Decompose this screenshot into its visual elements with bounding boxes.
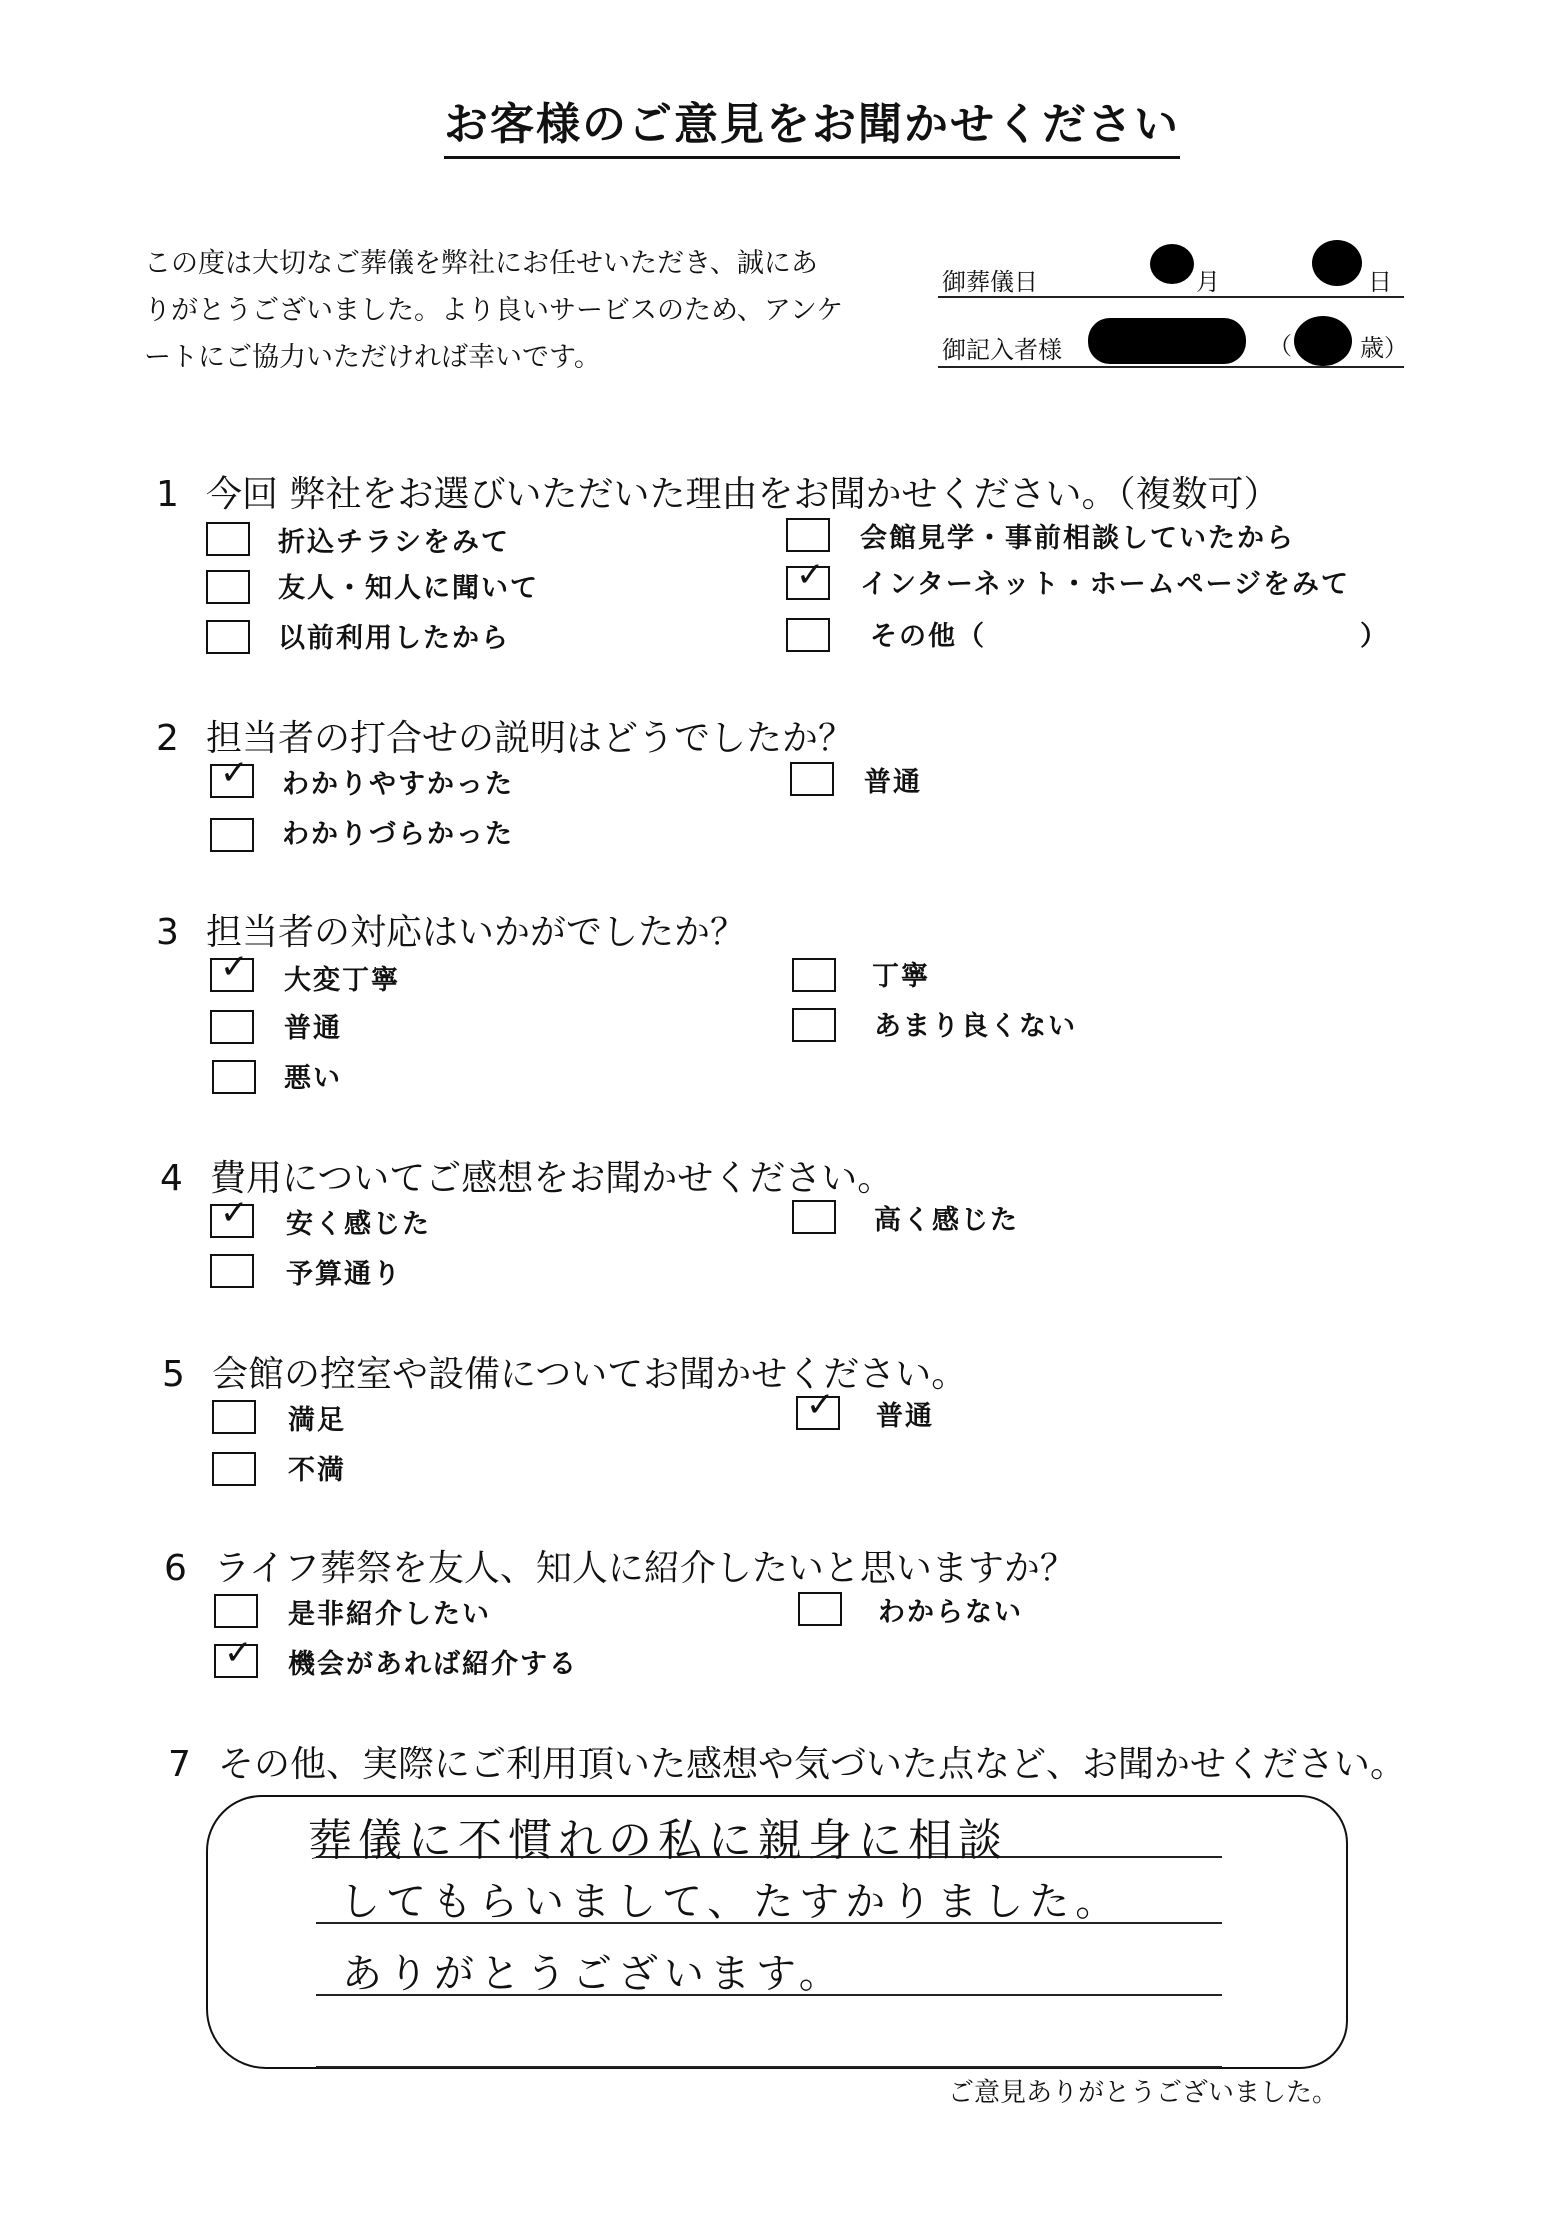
date-underline — [938, 296, 1404, 298]
checkbox-recommend-if-chance[interactable] — [214, 1633, 258, 1678]
option-label: 普通 — [864, 767, 922, 798]
option-label: 満足 — [288, 1405, 346, 1436]
writer-label: 御記入者様 — [942, 336, 1062, 364]
option-label: 折込チラシをみて — [278, 527, 510, 558]
other-close-paren: ） — [1360, 621, 1389, 652]
check-mark: ✓ — [220, 947, 249, 987]
checkbox-hard-to-understand[interactable] — [210, 818, 254, 852]
question-number: 2 — [156, 718, 179, 759]
question-2 — [156, 710, 854, 761]
option-label: 以前利用したから — [278, 623, 510, 654]
check-mark: ✓ — [224, 1633, 253, 1673]
day-label: 日 — [1368, 268, 1392, 296]
checkbox-dont-know[interactable] — [798, 1592, 842, 1626]
redaction-mark — [1150, 244, 1194, 284]
checkbox-other[interactable] — [786, 618, 830, 652]
question-4 — [160, 1150, 893, 1201]
question-text: 担当者の打合せの説明はどうでしたか？ — [206, 718, 855, 759]
option-label: 友人・知人に聞いて — [278, 573, 539, 604]
question-7 — [168, 1736, 1406, 1787]
checkbox-average[interactable] — [210, 1010, 254, 1044]
checkbox-hall-visit[interactable] — [786, 518, 830, 552]
check-mark: ✓ — [220, 1193, 249, 1233]
question-number: 5 — [162, 1354, 185, 1395]
redaction-mark — [1312, 240, 1362, 286]
checkbox-bad[interactable] — [212, 1060, 256, 1094]
redaction-mark — [1088, 318, 1246, 364]
question-text: 今回 弊社をお選びいただいた理由をお聞かせください。（複数可） — [206, 474, 1280, 515]
handwritten-line: してもらいまして、たすかりました。 — [340, 1879, 1122, 1925]
option-label: 高く感じた — [874, 1205, 1019, 1236]
question-number: 6 — [164, 1548, 187, 1589]
question-1 — [156, 466, 1279, 517]
option-label: 普通 — [876, 1401, 934, 1432]
writer-underline — [938, 366, 1404, 368]
handwritten-line: 葬儀に不慣れの私に親身に相談 — [308, 1815, 1008, 1866]
checkbox-felt-cheap[interactable] — [210, 1193, 254, 1238]
closing-text: ご意見ありがとうございました。 — [947, 2078, 1338, 2108]
question-text: 会館の控室や設備についてお聞かせください。 — [212, 1354, 968, 1395]
checkbox-used-before[interactable] — [206, 620, 250, 654]
question-5 — [162, 1346, 967, 1397]
option-label: わかりやすかった — [282, 769, 514, 800]
option-label: あまり良くない — [874, 1011, 1077, 1042]
option-label: 予算通り — [286, 1259, 402, 1290]
question-text: 担当者の対応はいかがでしたか？ — [206, 912, 747, 953]
checkbox-friend-referral[interactable] — [206, 570, 250, 604]
question-text: その他、実際にご利用頂いた感想や気づいた点など、お聞かせください。 — [218, 1744, 1407, 1785]
option-label: 丁寧 — [872, 961, 930, 992]
age-open-paren: （ — [1268, 332, 1292, 360]
checkbox-definitely-recommend[interactable] — [214, 1594, 258, 1628]
comment-rule — [316, 2066, 1222, 2068]
check-mark: ✓ — [220, 753, 249, 793]
checkbox-satisfied[interactable] — [212, 1400, 256, 1434]
checkbox-as-budgeted[interactable] — [210, 1254, 254, 1288]
option-label: 普通 — [284, 1013, 342, 1044]
checkbox-dissatisfied[interactable] — [212, 1452, 256, 1486]
handwritten-line: ありがとうございます。 — [342, 1951, 845, 1997]
checkbox-internet[interactable] — [786, 555, 830, 600]
option-label: 会館見学・事前相談していたから — [860, 523, 1295, 554]
option-label: 安く感じた — [286, 1209, 431, 1240]
page-title: お客様のご意見をお聞かせください — [444, 88, 1180, 159]
checkbox-very-polite[interactable] — [210, 947, 254, 992]
option-label: インターネット・ホームページをみて — [860, 569, 1351, 600]
option-label: 機会があれば紹介する — [288, 1649, 578, 1680]
option-label: わかりづらかった — [282, 819, 514, 850]
option-label: 大変丁寧 — [284, 965, 400, 996]
check-mark: ✓ — [806, 1385, 835, 1425]
redaction-mark — [1294, 316, 1352, 366]
option-label: 悪い — [284, 1063, 342, 1094]
question-number: 1 — [156, 474, 179, 515]
checkbox-folded-flyer[interactable] — [206, 522, 250, 556]
question-number: 3 — [156, 912, 179, 953]
checkbox-polite[interactable] — [792, 958, 836, 992]
age-label: 歳） — [1360, 334, 1408, 362]
option-label: その他（ — [870, 621, 986, 652]
question-text: ライフ葬祭を友人、知人に紹介したいと思いますか？ — [214, 1548, 1076, 1589]
checkbox-average[interactable] — [790, 762, 834, 796]
question-text: 費用についてご感想をお聞かせください。 — [210, 1158, 894, 1199]
checkbox-felt-expensive[interactable] — [792, 1200, 836, 1234]
check-mark: ✓ — [796, 555, 825, 595]
option-label: 不満 — [288, 1455, 346, 1486]
funeral-date-label: 御葬儀日 — [942, 268, 1038, 296]
checkbox-not-good[interactable] — [792, 1008, 836, 1042]
question-6 — [164, 1540, 1076, 1591]
option-label: わからない — [878, 1597, 1023, 1628]
question-number: 4 — [160, 1158, 183, 1199]
question-number: 7 — [168, 1744, 191, 1785]
checkbox-average[interactable] — [796, 1385, 840, 1430]
intro-text: この度は大切なご葬儀を弊社にお任せいただき、誠にありがとうございました。より良いサービスのため、アンケートにご協力いただければ幸いです。 — [144, 248, 844, 373]
checkbox-easy-to-understand[interactable] — [210, 753, 254, 798]
month-label: 月 — [1196, 268, 1220, 296]
option-label: 是非紹介したい — [288, 1599, 491, 1630]
